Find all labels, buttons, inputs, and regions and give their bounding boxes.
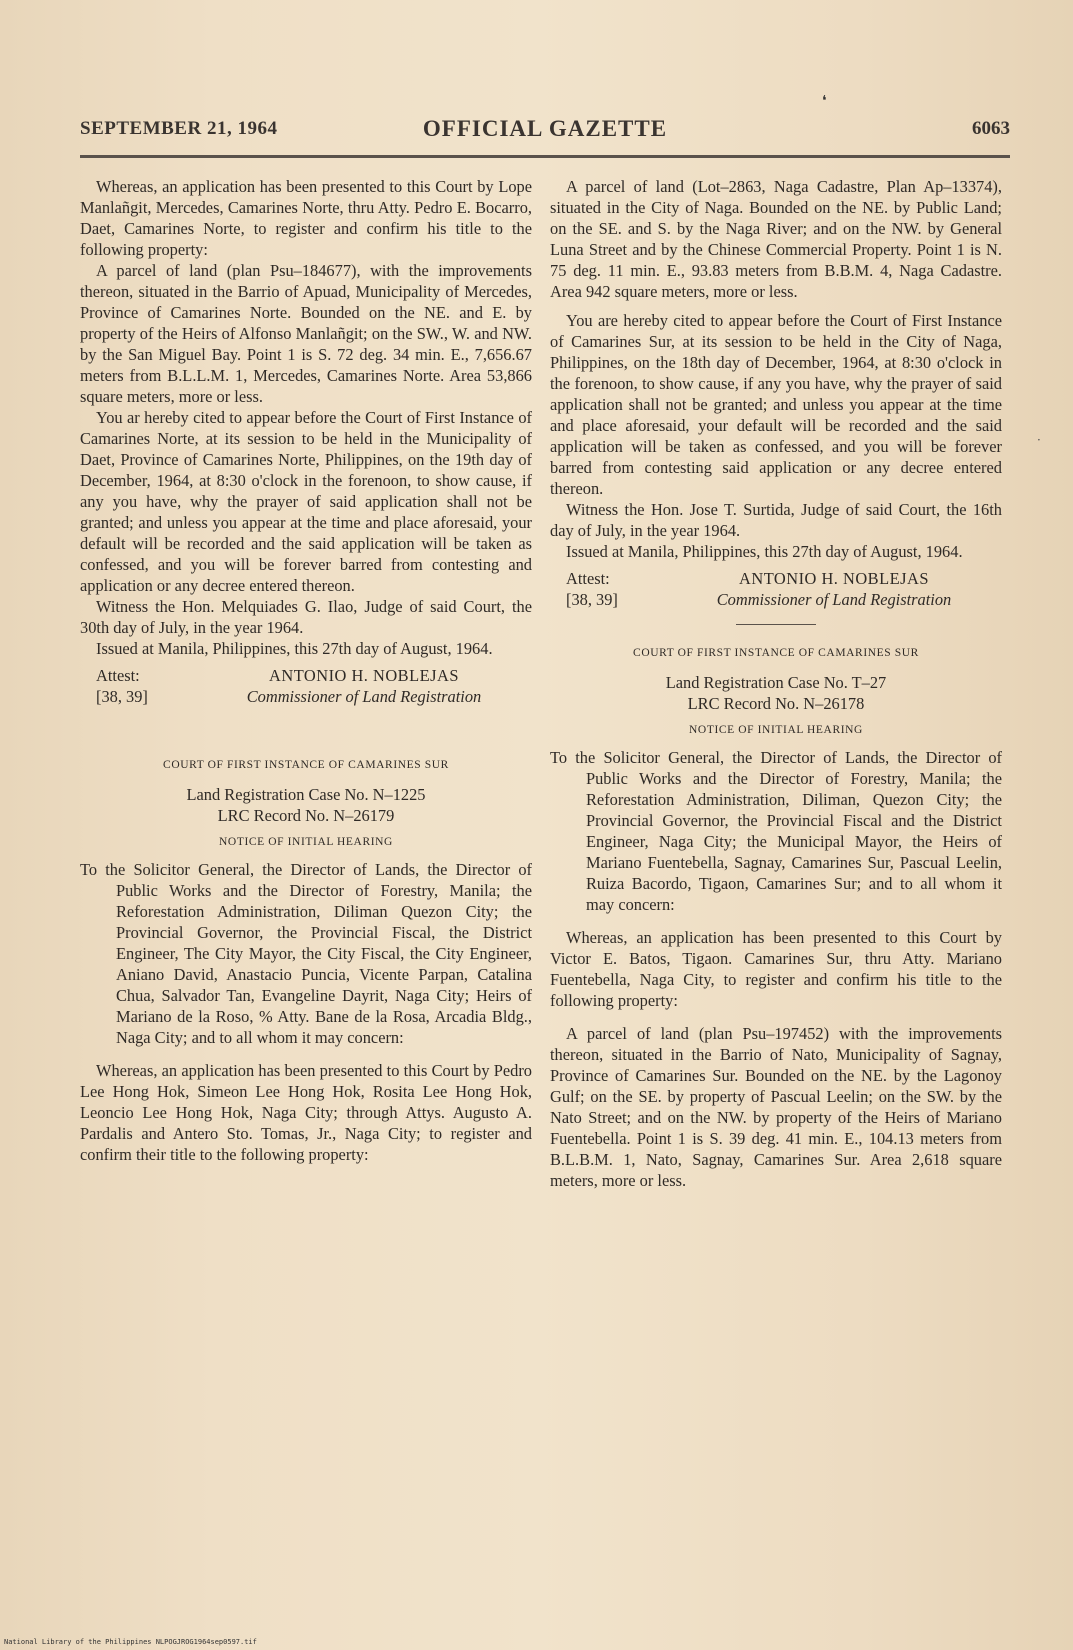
paragraph: You are hereby cited to appear before the Court of First Instance of Camarines Sur, at its session to be held in the City of Naga, Philippines, on the 18th day of December, 1964, at 8:30 o'clock in the forenoon, to show cause, if any you have, why the prayer of said application shall not be granted; and unless you appear at the time and place aforesaid, your default will be recorded and the said application will be taken as confessed, and you will be forever barred from contesting said application or any decree entered thereon. bbox=[550, 311, 1002, 498]
attest-name: ANTONIO H. NOBLEJAS bbox=[269, 666, 459, 685]
paragraph: You ar hereby cited to appear before the Court of First Instance of Camarines Norte, at its session to be held in the Municipality of Daet, Province of Camarines Norte, Philippines, on the 19th day of December, 1964, at 8:30 o'clock in the forenoon, to show cause, if any you have, why the prayer of said application shall not be granted; and unless you appear at the time and place aforesaid, your default will be recorded and the said application will be taken as confessed, and you will be forever barred from contesting and application or any decree entered thereon. bbox=[80, 408, 532, 595]
lrc-record: LRC Record No. N–26179 bbox=[217, 806, 395, 825]
case-number: Land Registration Case No. N–1225 bbox=[186, 785, 426, 804]
lrc-record: LRC Record No. N–26178 bbox=[687, 694, 865, 713]
section-divider bbox=[736, 624, 816, 625]
issue-date: SEPTEMBER 21, 1964 bbox=[80, 118, 278, 139]
right-column bbox=[550, 176, 1002, 1191]
notice-heading: NOTICE OF INITIAL HEARING bbox=[689, 724, 863, 736]
paragraph: Witness the Hon. Jose T. Surtida, Judge of said Court, the 16th day of July, in the year 1964. bbox=[550, 500, 1002, 540]
ink-mark: ❛ bbox=[822, 93, 827, 109]
page-number: 6063 bbox=[972, 118, 1010, 139]
paragraph: A parcel of land (plan Psu–184677), with the improvements thereon, situated in the Barrio of Apuad, Municipality of Mercedes, Province of Camarines Norte. Bounded on the NE. and E. by property of the Heirs of Alfonso Manlañgit; on the SW., W. and NW. by the San Miguel Bay. Point 1 is S. 72 deg. 34 min. E., 7,656.67 meters from B.L.L.M. 1, Mercedes, Camarines Norte. Area 53,866 square meters, more or less. bbox=[80, 261, 532, 406]
paragraph: A parcel of land (Lot–2863, Naga Cadastre, Plan Ap–13374), situated in the City of Naga. Bounded on the NE. by Public Land; on the SE. and S. by the Naga River; and on the NW. by General Luna Street and by the Chinese Commercial Property. Point 1 is N. 75 deg. 11 min. E., 93.83 meters from B.B.M. 4, Naga Cadastre. Area 942 square meters, more or less. bbox=[550, 177, 1002, 301]
case-number: Land Registration Case No. T–27 bbox=[665, 673, 887, 692]
left-column bbox=[80, 176, 532, 1165]
paragraph: Whereas, an application has been presented to this Court by Pedro Lee Hong Hok, Simeon Lee Hong Hok, Rosita Lee Hong Hok, Leoncio Lee Hong Hok, Naga City; through Attys. Augusto A. Pardalis and Antero Sto. Tomas, Jr., Naga City; to register and confirm their title to the following property: bbox=[80, 1061, 532, 1164]
paragraph: Issued at Manila, Philippines, this 27th day of August, 1964. bbox=[96, 639, 493, 658]
addressees: To the Solicitor General, the Director of Lands, the Director of Public Works and the Director of Forestry, Manila; the Reforestation Administration, Diliman Quezon City; the Provincial Governor, the Provincial Fiscal, the District Engineer, The City Mayor, the City Fiscal, the City Engineer, Aniano David, Anastacio Puncia, Vicente Parpan, Catalina Chua, Salvador Tan, Evangeline Dayrit, Naga City; Heirs of Mariano de la Roso, % Atty. Bane de la Rosa, Arcadia Bldg., Naga City; and to all whom it may concern: bbox=[80, 860, 532, 1047]
paragraph: Issued at Manila, Philippines, this 27th day of August, 1964. bbox=[566, 542, 963, 561]
ink-dot: · bbox=[1037, 433, 1041, 447]
attest-title: Commissioner of Land Registration bbox=[716, 590, 952, 609]
attest-name: ANTONIO H. NOBLEJAS bbox=[739, 569, 929, 588]
paragraph: Whereas, an application has been presented to this Court by Lope Manlañgit, Mercedes, Camarines Norte, thru Atty. Pedro E. Bocarro, Daet, Camarines Norte, to register and confirm his title to the following property: bbox=[80, 177, 532, 259]
gazette-title: OFFICIAL GAZETTE bbox=[422, 116, 668, 141]
court-heading: COURT OF FIRST INSTANCE OF CAMARINES SUR bbox=[163, 759, 449, 771]
notice-heading: NOTICE OF INITIAL HEARING bbox=[219, 836, 393, 848]
paragraph: Witness the Hon. Melquiades G. Ilao, Judge of said Court, the 30th day of July, in the year 1964. bbox=[80, 597, 532, 637]
attestation bbox=[80, 665, 532, 707]
court-heading: COURT OF FIRST INSTANCE OF CAMARINES SUR bbox=[633, 647, 919, 659]
header-rule bbox=[80, 155, 1010, 158]
attest-title: Commissioner of Land Registration bbox=[246, 687, 482, 706]
attest-label: Attest: bbox=[566, 569, 610, 588]
paragraph: A parcel of land (plan Psu–197452) with the improvements thereon, situated in the Barrio of Nato, Municipality of Sagnay, Province of Camarines Sur. Bounded on the NE. by the Lagonoy Gulf; on the SE. by property of Pascual Leelin; on the SW. by the Nato Street; and on the NW. by property of the Heirs of Mariano Fuentebella. Point 1 is S. 39 deg. 41 min. E., 104.13 meters from B.L.B.M. 1, Nato, Sagnay, Camarines Sur. Area 2,618 square meters, more or less. bbox=[550, 1024, 1002, 1190]
scan-footer: National Library of the Philippines NLPOGJROG1964sep0597.tif bbox=[4, 1638, 257, 1646]
attest-label: Attest: bbox=[96, 666, 140, 685]
addressees: To the Solicitor General, the Director of Lands, the Director of Public Works and the Director of Forestry, Manila; the Reforestation Administration, Diliman, Quezon City; the Provincial Governor, the Provincial Fiscal and the District Engineer, Naga City; the Municipal Mayor, the Heirs of Mariano Fuentebella, Sagnay, Camarines Sur, Pascual Leelin, Ruiza Bacordo, Tigaon, Camarines Sur; and to all whom it may concern: bbox=[550, 748, 1002, 914]
attestation bbox=[550, 568, 1002, 610]
attest-ref: [38, 39] bbox=[96, 687, 148, 706]
attest-ref: [38, 39] bbox=[566, 590, 618, 609]
paragraph: Whereas, an application has been presented to this Court by Victor E. Batos, Tigaon. Camarines Sur, thru Atty. Mariano Fuentebella, Naga City, to register and confirm his title to the following property: bbox=[550, 928, 1002, 1010]
page-header bbox=[80, 118, 1010, 152]
